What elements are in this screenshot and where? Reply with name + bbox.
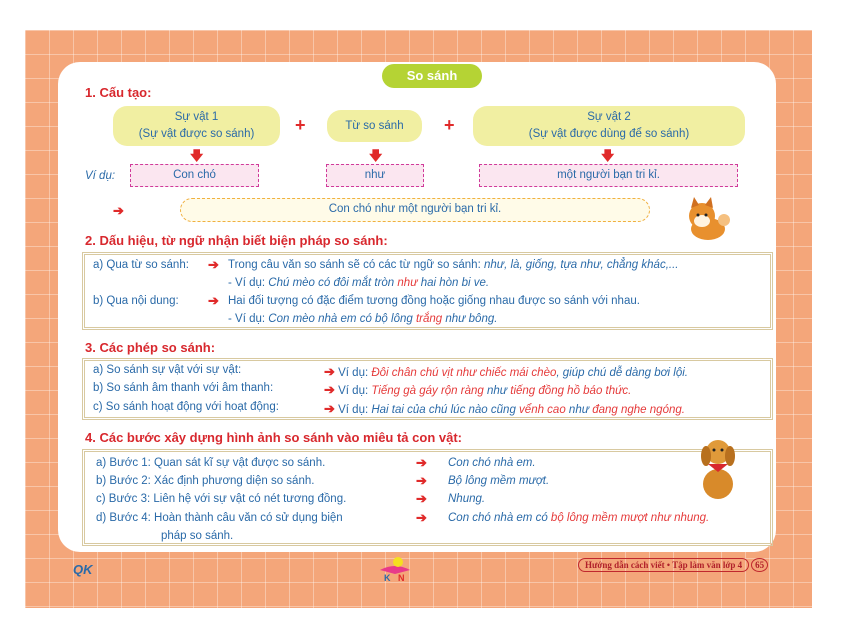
- arrow-right-icon: ➔: [416, 491, 427, 506]
- publisher-logo-center: [378, 556, 412, 582]
- comparison-words: như, là, giống, tựa như, chẳng khác,...: [483, 259, 679, 271]
- sign-b-example: [228, 313, 497, 325]
- step-4: d) Bước 4: Hoàn thành câu văn có sử dụng biện: [96, 512, 343, 524]
- example-highlight: tiếng đồng hồ báo thức.: [510, 385, 632, 397]
- example-thing1: Con chó: [130, 164, 259, 187]
- example-text: Con mèo nhà em có bộ lông: [268, 313, 416, 325]
- example-text: Tiếng gà gáy rộn ràng: [371, 385, 484, 397]
- page-title: So sánh: [382, 64, 482, 88]
- type-a-example: [324, 364, 688, 380]
- book-title: Hướng dẫn cách viết • Tập làm văn lớp 4: [578, 558, 749, 572]
- plus-icon: +: [295, 115, 306, 135]
- example-word: như: [326, 164, 424, 187]
- sign-b-text: Hai đối tượng có đặc điểm tương đồng hoặc giống nhau được so sánh với nhau.: [228, 295, 640, 307]
- thing1-desc: (Sự vật được so sánh): [138, 128, 255, 140]
- sign-a-desc: Trong câu văn so sánh sẽ có các từ ngữ so sánh:: [228, 259, 484, 271]
- plus-icon: +: [444, 115, 455, 135]
- thing2-label: Sự vật 2: [587, 111, 631, 123]
- page-number: 65: [751, 558, 768, 572]
- section2-heading: 2. Dấu hiệu, từ ngữ nhận biết biện pháp so sánh:: [85, 233, 388, 248]
- type-a-label: a) So sánh sự vật với sự vật:: [93, 364, 242, 376]
- example-prefix: Ví dụ:: [338, 404, 372, 416]
- sign-b-label: b) Qua nội dung:: [93, 295, 179, 307]
- step-1: a) Bước 1: Quan sát kĩ sự vật được so sánh.: [96, 457, 326, 469]
- example-text: Đôi chân chú vịt như: [371, 367, 480, 379]
- example-text: Hai tai của chú lúc nào cũng: [371, 404, 520, 416]
- arrow-down-icon: 🡇: [190, 148, 204, 163]
- example-label: Ví dụ:: [85, 170, 116, 182]
- thing2-desc: (Sự vật được dùng để so sánh): [528, 128, 690, 140]
- result-highlight: bộ lông mềm mượt như nhung.: [550, 512, 710, 524]
- sign-a-label: a) Qua từ so sánh:: [93, 259, 189, 271]
- arrow-down-icon: 🡇: [369, 148, 383, 163]
- example-text: , giúp chú dễ dàng bơi lội.: [556, 367, 689, 379]
- step-1-result: Con chó nhà em.: [448, 457, 536, 469]
- sign-a-example: [228, 277, 489, 289]
- step-2-result: Bộ lông mềm mượt.: [448, 475, 550, 487]
- dog-sitting-illustration: [694, 436, 742, 500]
- arrow-right-icon: ➔: [416, 473, 427, 488]
- dog-illustration: [682, 196, 730, 242]
- arrow-right-icon: ➔: [208, 293, 219, 308]
- section3-heading: 3. Các phép so sánh:: [85, 340, 216, 355]
- arrow-right-icon: ➔: [113, 203, 124, 218]
- footer: [578, 558, 768, 572]
- example-text: như: [483, 385, 511, 397]
- example-highlight: chiếc mái chèo: [479, 367, 557, 379]
- example-text: hai hòn bi ve.: [417, 277, 490, 289]
- section1-heading: 1. Cấu tạo:: [85, 85, 152, 100]
- step-3: c) Bước 3: Liên hệ với sự vật có nét tương đồng.: [96, 493, 347, 505]
- section4-heading: 4. Các bước xây dựng hình ảnh so sánh vào miêu tả con vật:: [85, 430, 462, 445]
- arrow-right-icon: ➔: [416, 455, 427, 470]
- svg-text:K: K: [384, 573, 391, 582]
- example-highlight: như: [397, 277, 418, 289]
- type-b-label: b) So sánh âm thanh với âm thanh:: [93, 382, 274, 394]
- result-text: Con chó nhà em có: [448, 512, 551, 524]
- type-b-example: [324, 382, 631, 398]
- example-highlight: đang nghe ngóng.: [592, 404, 685, 416]
- step-2: b) Bước 2: Xác định phương diện so sánh.: [96, 475, 315, 487]
- example-prefix: Ví dụ:: [338, 385, 372, 397]
- thing2-box: [473, 106, 745, 146]
- type-c-example: [324, 401, 685, 417]
- type-c-label: c) So sánh hoạt động với hoạt động:: [93, 401, 279, 413]
- sign-a-text: [228, 259, 678, 271]
- arrow-down-icon: 🡇: [601, 148, 615, 163]
- arrow-right-icon: ➔: [324, 401, 335, 416]
- svg-text:N: N: [398, 573, 405, 582]
- thing1-label: Sự vật 1: [174, 111, 219, 123]
- example-result: Con chó như một người bạn tri kỉ.: [180, 198, 650, 222]
- arrow-right-icon: ➔: [324, 364, 335, 379]
- example-highlight: vểnh cao: [519, 404, 566, 416]
- arrow-right-icon: ➔: [416, 510, 427, 525]
- example-highlight: trắng: [415, 313, 443, 325]
- thing1-box: [113, 106, 280, 146]
- example-text: như: [565, 404, 593, 416]
- comparison-word-box: Từ so sánh: [327, 110, 422, 142]
- example-text: Chú mèo có đôi mắt tròn: [268, 277, 398, 289]
- publisher-logo-left: QK: [73, 562, 93, 577]
- arrow-right-icon: ➔: [208, 257, 219, 272]
- step-4-result: [448, 512, 709, 524]
- example-thing2: một người bạn tri kỉ.: [479, 164, 738, 187]
- example-prefix: Ví dụ:: [338, 367, 372, 379]
- example-prefix: - Ví dụ:: [228, 277, 269, 289]
- arrow-right-icon: ➔: [324, 382, 335, 397]
- example-text: như bông.: [442, 313, 498, 325]
- step-3-result: Nhung.: [448, 493, 486, 505]
- step-4-cont: pháp so sánh.: [161, 530, 234, 542]
- example-prefix: - Ví dụ:: [228, 313, 269, 325]
